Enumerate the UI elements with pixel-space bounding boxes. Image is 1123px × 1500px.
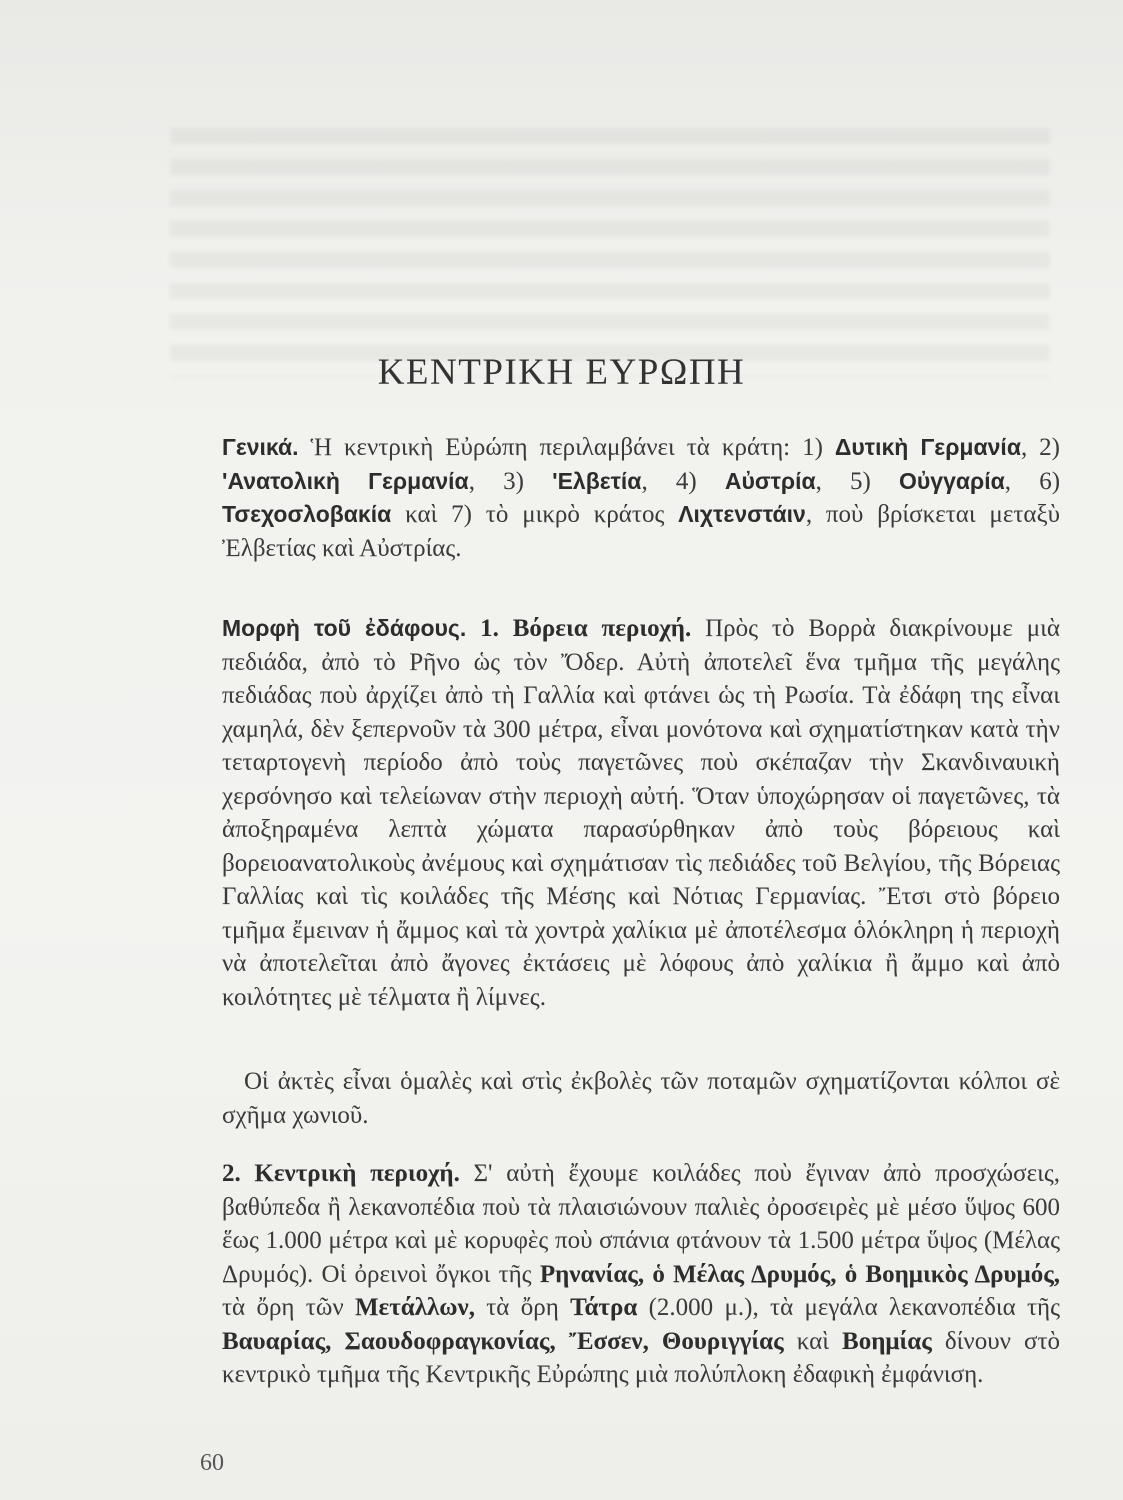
country-hungary: Οὐγγαρία <box>899 467 1005 494</box>
north-region-heading: 1. Βόρεια περιοχή. <box>480 615 692 642</box>
country-switzerland: 'Ελβετία <box>552 467 642 494</box>
page-number: 60 <box>200 1450 224 1476</box>
central-region-heading: 2. Κεντρικὴ περιοχή. <box>222 1160 460 1187</box>
paragraph-relief-north: Μορφὴ τοῦ ἐδάφους. 1. Βόρεια περιοχή. Πρὸς τὸ Βορρὰ διακρίνουμε μιὰ πεδιάδα, ἀπὸ τὸ Ρῆνο ὡς τὸν Ὄδερ. Αὐτὴ ἀποτελεῖ ἕνα τμῆμα τῆς μεγάλης πεδιάδας ποὺ ἀρχίζει ἀπὸ τὴ Γαλλία καὶ φτάνει ὡς τὴ Ρωσία. Τὰ ἐδάφη της εἶναι χαμηλά, δὲν ξεπερνοῦν τὰ 300 μέτρα, εἶναι μονότονα καὶ σχηματίστηκαν κατὰ τὴν τεταρτογενὴ περίοδο ἀπὸ τοὺς παγετῶνες ποὺ σκέπαζαν τὴν Σκανδιναυικὴ χερσόνησο καὶ τελείωναν στὴν περιοχὴ αὐτή. Ὅταν ὑποχώρησαν οἱ παγετῶνες, τὰ ἀποξηραμένα λεπτὰ χώματα παρασύρθηκαν ἀπὸ τοὺς βόρειους καὶ βορειοανατολικοὺς ἀνέμους καὶ σχημάτισαν τὶς πεδιάδες τοῦ Βελγίου, τῆς Βόρειας Γαλλίας καὶ τὶς κοιλάδες τῆς Μέσης καὶ Νότιας Γερμανίας. Ἔτσι στὸ βόρειο τμῆμα ἔμειναν ἡ ἄμμος καὶ τὰ χοντρὰ χαλίκια μὲ ἀποτέλεσμα ὁλόκληρη ἡ περιοχὴ νὰ ἀποτελεῖται ἀπὸ ἄγονες ἐκτάσεις μὲ λόφους ἀπὸ χαλίκια ἢ ἄμμο καὶ ἀπὸ κοιλότητες μὲ τέλματα ἢ λίμνες. <box>222 615 1061 1011</box>
mountains-rhineland: Ρηνανίας, ὁ Μέλας Δρυμός, ὁ Βοημικὸς Δρυμός, <box>539 1260 1060 1288</box>
mountains-metal: Μετάλλων, <box>354 1294 475 1321</box>
country-austria: Αὐστρία <box>724 467 816 494</box>
country-east-germany: 'Ανατολικὴ Γερμανία <box>222 467 469 494</box>
country-czechoslovakia: Τσεχοσλοβακία <box>222 501 392 527</box>
paragraph-coasts: Οἱ ἀκτὲς εἶναι ὁμαλὲς καὶ στὶς ἐκβολὲς τῶν ποταμῶν σχηματίζονται κόλποι σὲ σχῆμα χωνιοῦ. <box>222 1068 1060 1129</box>
page-title: ΚΕΝΤΡΙΚΗ ΕΥΡΩΠΗ <box>377 352 746 393</box>
bleed-through-text <box>170 128 1050 378</box>
mountains-tatra: Τάτρα <box>570 1294 638 1321</box>
relief-heading: Μορφὴ τοῦ ἐδάφους. <box>222 615 467 641</box>
basin-bohemia: Βοημίας <box>842 1327 932 1355</box>
paragraph-general: Γενικά. Ἡ κεντρικὴ Εὐρώπη περιλαμβάνει τὰ κράτη: 1) Δυτικὴ Γερμανία, 2) 'Ανατολικὴ Γερμανία, 3) 'Ελβετία, 4) Αὐστρία, 5) Οὐγγαρία, 6) Τσεχοσλοβακία καὶ 7) τὸ μικρὸ κράτος Λιχτενστάιν, ποὺ βρίσκεται μεταξὺ Ἐλβετίας καὶ Αὐστρίας. <box>222 434 1061 562</box>
general-heading: Γενικά. <box>222 434 299 460</box>
basins-bavaria: Βαυαρίας, Σαουδοφραγκονίας, Ἔσσεν, Θουριγγίας <box>222 1327 784 1355</box>
paragraph-central-region: 2. Κεντρικὴ περιοχή. Σ' αὐτὴ ἔχουμε κοιλάδες ποὺ ἔγιναν ἀπὸ προσχώσεις, βαθύπεδα ἢ λεκανοπέδια ποὺ τὰ πλαισιώνουν παλιὲς ὀροσειρὲς μὲ μέσο ὕψος 600 ἕως 1.000 μέτρα καὶ μὲ κορυφὲς ποὺ σπάνια φτάνουν τὰ 1.500 μέτρα ὕψος (Μέλας Δρυμός). Οἱ ὀρεινοὶ ὄγκοι τῆς Ρηνανίας, ὁ Μέλας Δρυμός, ὁ Βοημικὸς Δρυμός, τὰ ὄρη τῶν Μετάλλων, τὰ ὄρη Τάτρα (2.000 μ.), τὰ μεγάλα λεκανοπέδια τῆς Βαυαρίας, Σαουδοφραγκονίας, Ἔσσεν, Θουριγγίας καὶ Βοημίας δίνουν στὸ κεντρικὸ τμῆμα τῆς Κεντρικῆς Εὐρώπης μιὰ πολύπλοκη ἐδαφικὴ ἐμφάνιση. <box>222 1160 1061 1388</box>
country-west-germany: Δυτικὴ Γερμανία <box>834 434 1021 460</box>
country-liechtenstein: Λιχτενστάιν <box>678 501 806 527</box>
